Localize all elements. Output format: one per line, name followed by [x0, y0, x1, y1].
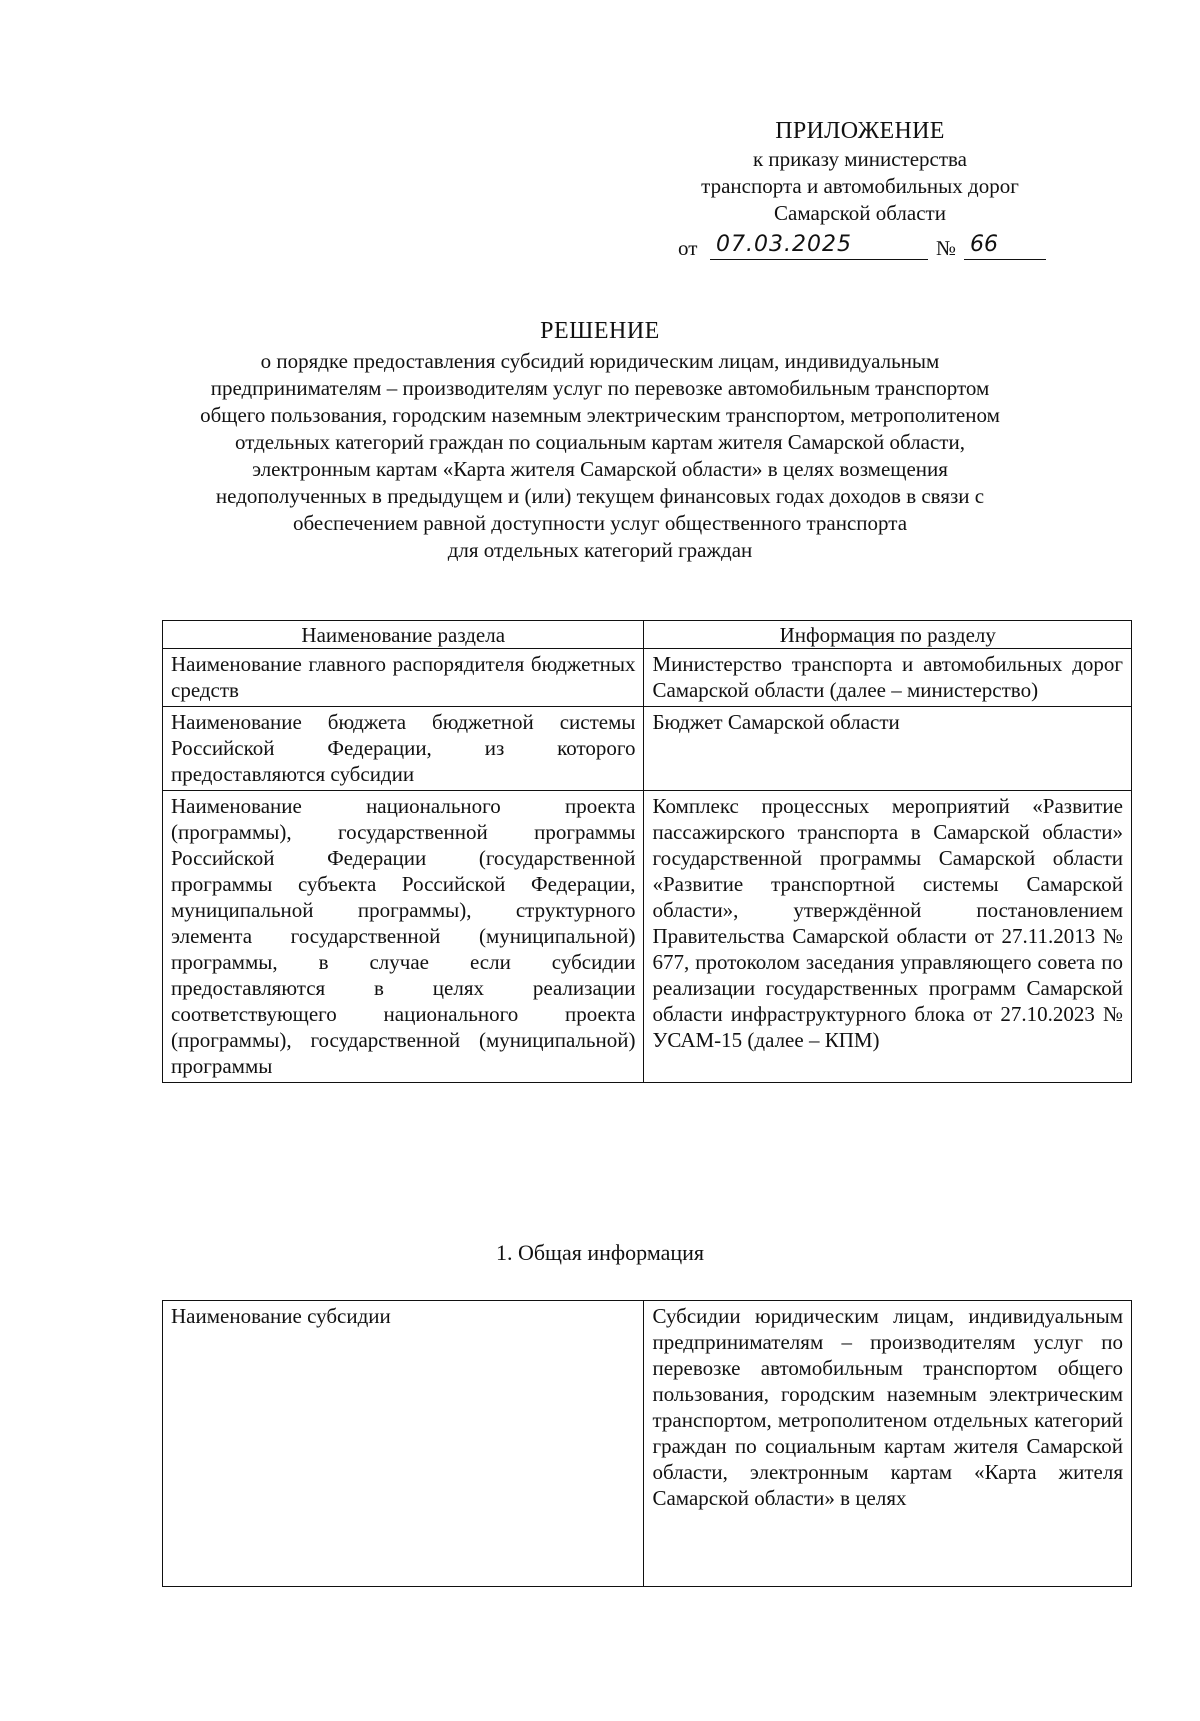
table-row — [163, 649, 1132, 707]
date-label: от — [678, 236, 698, 260]
appendix-header — [660, 116, 1060, 227]
table-cell-info: Министерство транспорта и автомобильных дорог Самарской области (далее – министерство) — [644, 649, 1132, 707]
decision-title: РЕШЕНИЕ — [540, 318, 660, 344]
table-cell-name: Наименование национального проекта (программы), государственной программы Российской Федерации (государственной программы субъекта Российской Федерации, муниципальной программы), структурного элемента государственной (муниципальной) программы, в случае если субсидии предоставляются в целях реализации соответствующего национального проекта (программы), государственной (муниципальной) программы — [163, 791, 644, 1083]
number-label: № — [936, 236, 957, 260]
decision-subtitle-line: недополученных в предыдущем и (или) текущем финансовых годах доходов в связи с — [215, 484, 985, 508]
table-cell-name: Наименование главного распорядителя бюджетных средств — [163, 649, 644, 707]
table-header-row — [163, 621, 1132, 649]
table-row — [163, 707, 1132, 791]
decision-subtitle-line: отдельных категорий граждан по социальным картам жителя Самарской области, — [235, 430, 965, 454]
table-cell-info: Субсидии юридическим лицам, индивидуальным предпринимателям – производителям услуг по перевозке автомобильным транспортом общего пользования, городским наземным электрическим транспортом, метрополитеном отдельных категорий граждан по социальным картам жителя Самарской области, электронным картам «Карта жителя Самарской области» в целях — [644, 1301, 1132, 1587]
decision-subtitle-line: общего пользования, городским наземным электрическим транспортом, метрополитеном — [200, 403, 1000, 427]
table-row — [163, 791, 1132, 1083]
decision-subtitle-line: обеспечением равной доступности услуг общественного транспорта — [292, 511, 908, 535]
decision-subtitle-line: для отдельных категорий граждан — [447, 538, 753, 562]
appendix-title: ПРИЛОЖЕНИЕ — [775, 118, 945, 144]
appendix-line: транспорта и автомобильных дорог — [701, 174, 1019, 198]
appendix-line: Самарской области — [774, 201, 946, 225]
order-dateline — [678, 232, 1078, 264]
table-cell-name: Наименование субсидии — [163, 1301, 644, 1587]
table-cell-name: Наименование бюджета бюджетной системы Российской Федерации, из которого предоставляются субсидии — [163, 707, 644, 791]
decision-heading — [150, 316, 1050, 564]
decision-subtitle-line: электронным картам «Карта жителя Самарской области» в целях возмещения — [252, 457, 948, 481]
decision-subtitle-line: о порядке предоставления субсидий юридическим лицам, индивидуальным — [260, 349, 940, 373]
column-header: Наименование раздела — [163, 621, 644, 649]
order-date-handwritten: 07.03.2025 — [710, 232, 928, 260]
section-heading: 1. Общая информация — [495, 1240, 705, 1265]
table-row — [163, 1301, 1132, 1587]
column-header: Информация по разделу — [644, 621, 1132, 649]
appendix-line: к приказу министерства — [752, 147, 968, 171]
decision-subtitle-line: предпринимателям – производителям услуг по перевозке автомобильным транспортом — [210, 376, 990, 400]
order-number-handwritten: 66 — [964, 232, 1046, 260]
table-cell-info: Комплекс процессных мероприятий «Развитие пассажирского транспорта в Самарской области» государственной программы Самарской области «Развитие транспортной системы Самарской области», утверждённой постановлением Правительства Самарской области от 27.11.2013 № 677, протоколом заседания управляющего совета по реализации государственных программ Самарской области инфраструктурного блока от 27.10.2023 № УСАМ-15 (далее – КПМ) — [644, 791, 1132, 1083]
table-cell-info: Бюджет Самарской области — [644, 707, 1132, 791]
general-info-table — [162, 1300, 1132, 1587]
section-info-table — [162, 620, 1132, 1083]
